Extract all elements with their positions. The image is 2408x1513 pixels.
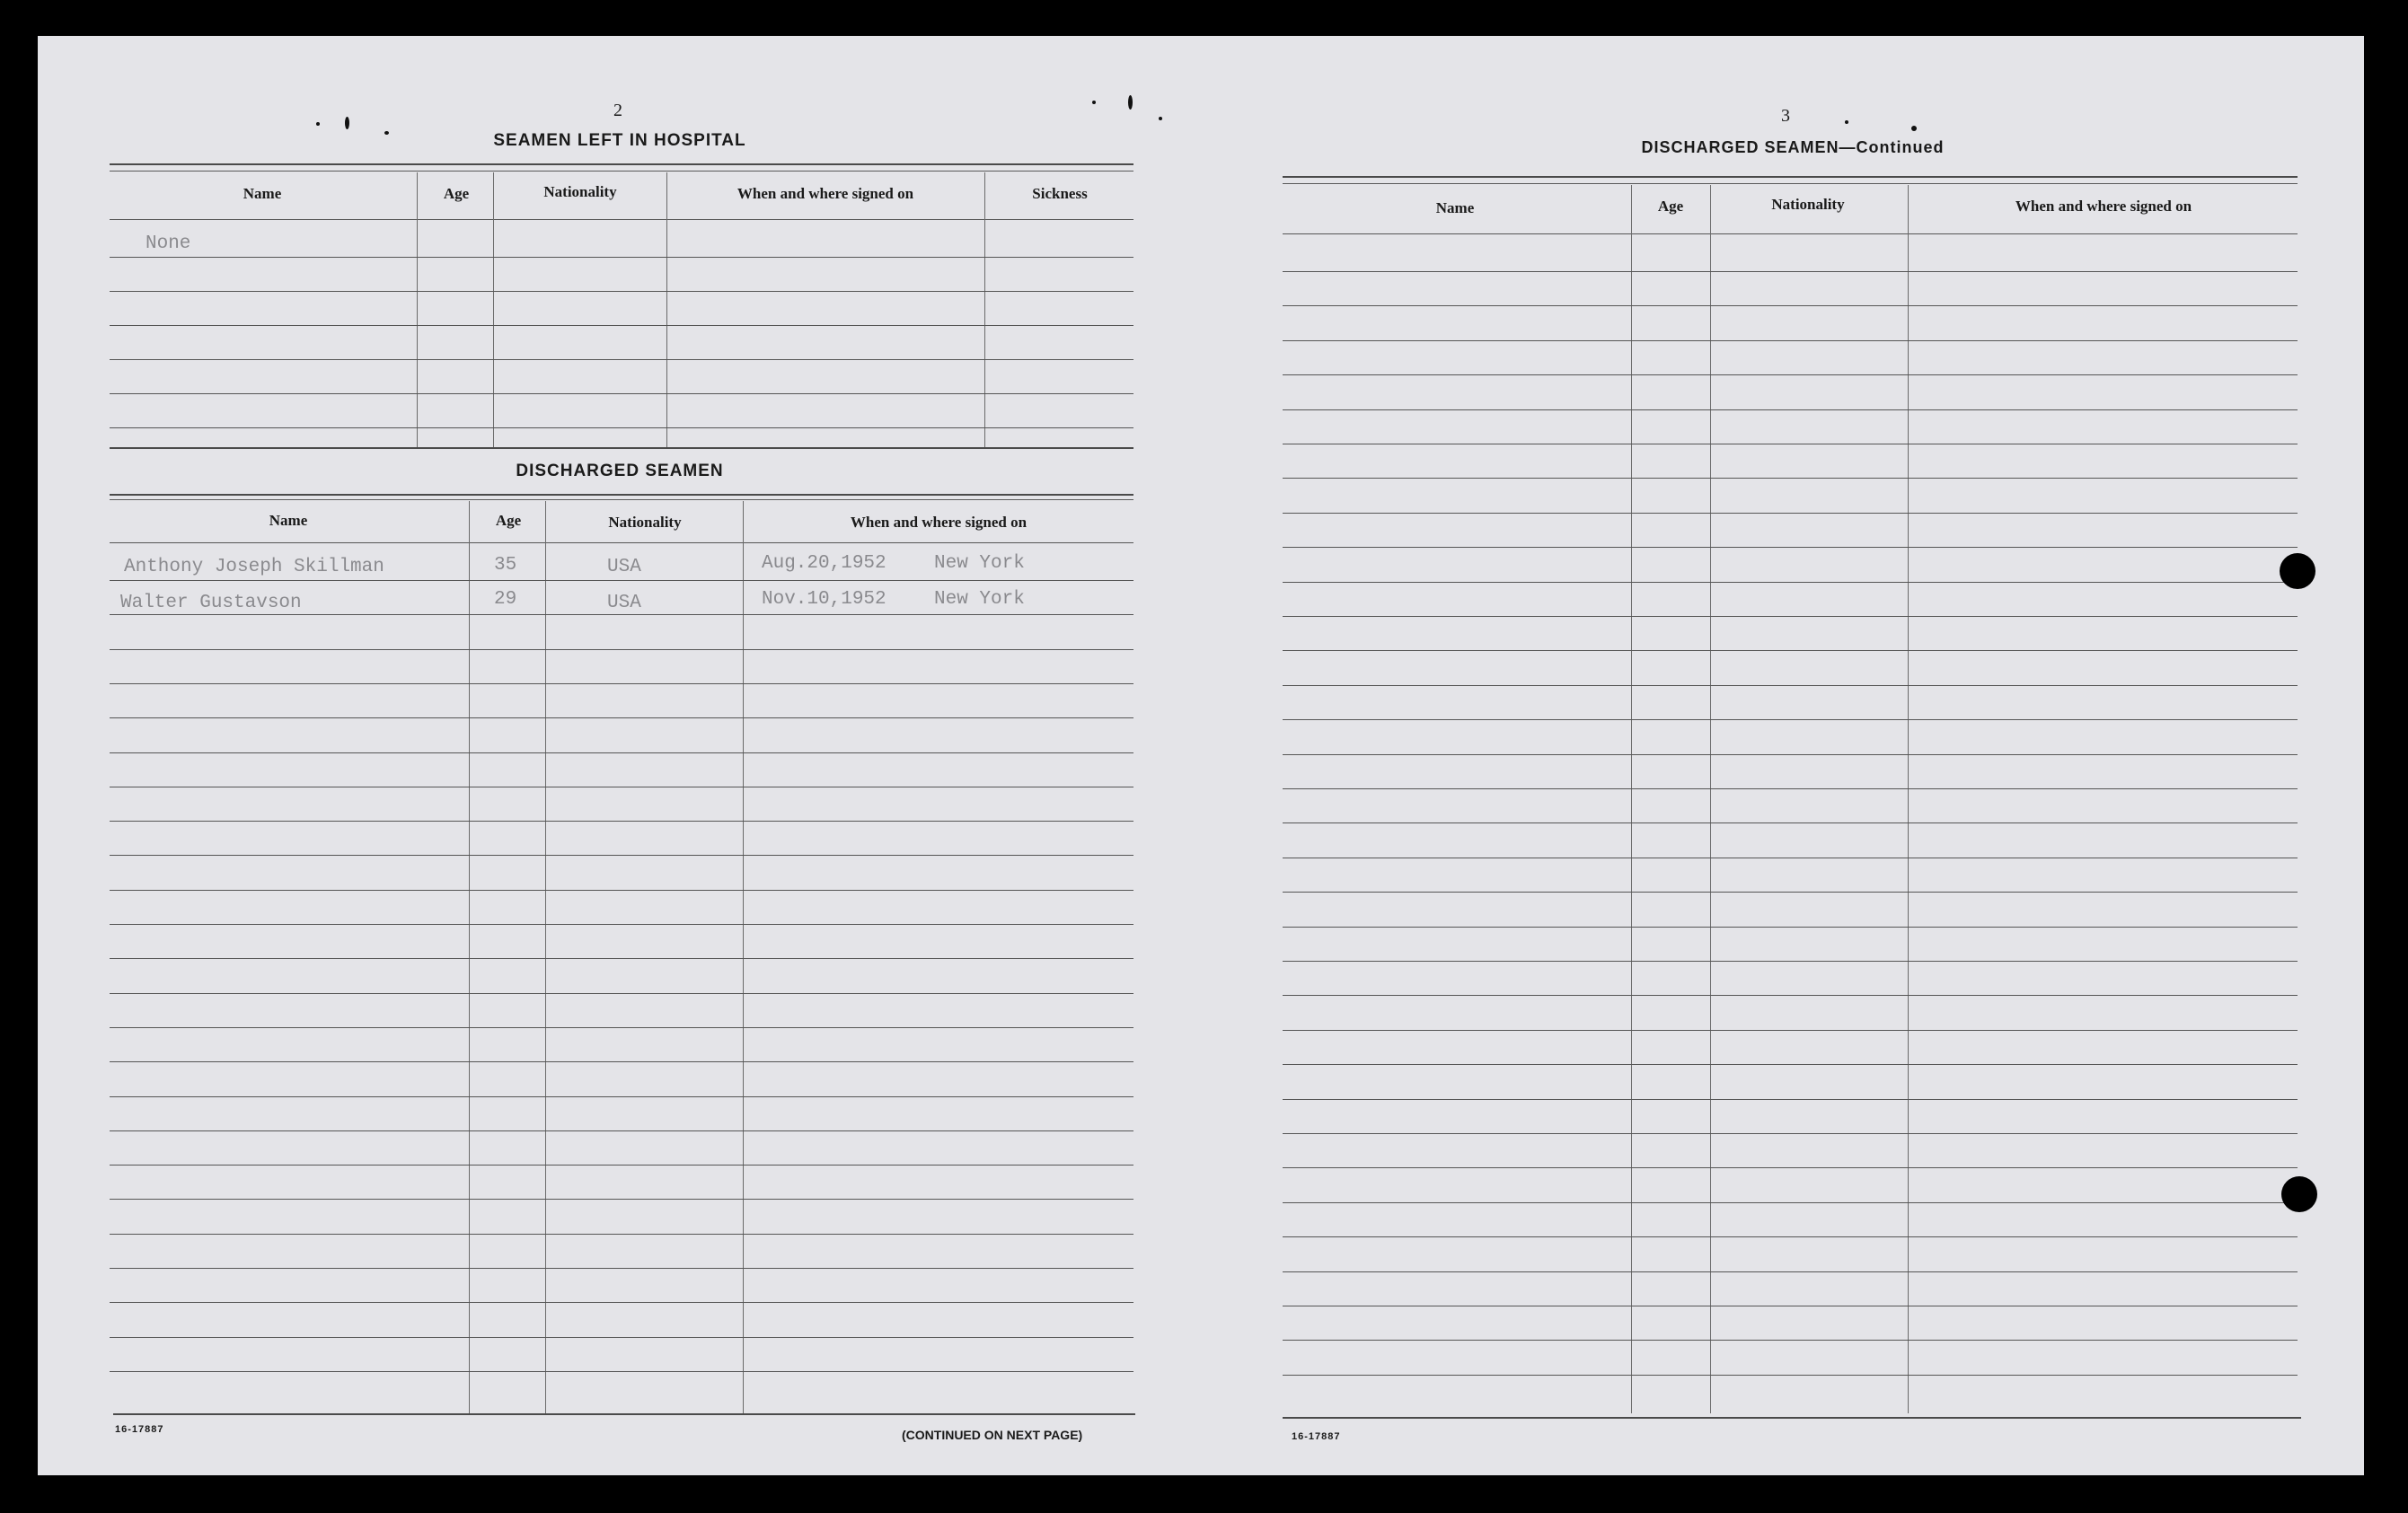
ruled-line	[110, 821, 1133, 822]
ruled-line	[110, 855, 1133, 856]
ruled-line	[110, 752, 1133, 753]
discharged-col-divider	[743, 501, 744, 1413]
ruled-line	[1283, 754, 2298, 755]
right-col-divider	[1710, 185, 1711, 1413]
document-sheet	[38, 36, 2364, 1475]
hospital-bottom-rule	[110, 447, 1133, 449]
ruled-line	[110, 291, 1133, 292]
discharged-top-rule	[110, 494, 1133, 496]
ink-speck	[1092, 101, 1096, 104]
right-header-age: Age	[1657, 198, 1684, 215]
hospital-col-divider	[493, 172, 494, 447]
ruled-line	[110, 1302, 1133, 1303]
seaman-1-nationality: USA	[607, 557, 641, 577]
ruled-line	[1283, 1064, 2298, 1065]
ruled-line	[1283, 1167, 2298, 1168]
seaman-2-date: Nov.10,1952	[762, 589, 886, 610]
ruled-line	[1283, 1030, 2298, 1031]
hospital-header-underline	[110, 219, 1133, 220]
ruled-line	[1283, 1202, 2298, 1203]
binder-hole	[2280, 553, 2315, 589]
ruled-line	[1283, 1375, 2298, 1376]
right-header-signed-on: When and where signed on	[2015, 198, 2192, 215]
ruled-line	[110, 1096, 1133, 1097]
ruled-line	[1283, 685, 2298, 686]
ruled-line	[1283, 927, 2298, 928]
continued-note: (CONTINUED ON NEXT PAGE)	[902, 1428, 1083, 1442]
ruled-line	[1283, 719, 2298, 720]
ink-speck	[1911, 126, 1917, 131]
right-section-title: DISCHARGED SEAMEN—Continued	[1641, 138, 1945, 156]
seaman-2-place: New York	[934, 589, 1025, 610]
hospital-col-divider	[666, 172, 667, 447]
hospital-header-name: Name	[243, 185, 282, 202]
discharged-header-signed-on: When and where signed on	[850, 514, 1028, 531]
hospital-top-rule-2	[110, 171, 1133, 172]
seaman-2-name: Walter Gustavson	[120, 593, 302, 613]
discharged-col-divider	[545, 501, 546, 1413]
seaman-2-nationality: USA	[607, 593, 641, 613]
hospital-header-sickness: Sickness	[1032, 185, 1088, 202]
discharged-header-nationality: Nationality	[608, 514, 682, 531]
ruled-line	[1283, 513, 2298, 514]
right-top-rule	[1283, 176, 2298, 178]
seaman-1-place: New York	[934, 553, 1025, 574]
ruled-line	[110, 1371, 1133, 1372]
ruled-line	[1283, 822, 2298, 823]
hospital-section-title: SEAMEN LEFT IN HOSPITAL	[493, 131, 746, 150]
ruled-line	[110, 1061, 1133, 1062]
seaman-1-age: 35	[494, 555, 517, 576]
ruled-line	[1283, 271, 2298, 272]
seaman-1-name: Anthony Joseph Skillman	[124, 557, 384, 577]
hospital-entry-none: None	[146, 233, 191, 254]
ruled-line	[110, 890, 1133, 891]
ruled-line	[110, 427, 1133, 428]
ruled-line	[110, 393, 1133, 394]
ruled-line	[110, 580, 1133, 581]
right-form-code: 16-17887	[1292, 1431, 1341, 1442]
ruled-line	[1283, 478, 2298, 479]
discharged-header-underline	[110, 542, 1133, 543]
ruled-line	[110, 1234, 1133, 1235]
ruled-line	[1283, 961, 2298, 962]
ruled-line	[110, 1027, 1133, 1028]
discharged-col-divider	[469, 501, 470, 1413]
ruled-line	[110, 1268, 1133, 1269]
seaman-1-date: Aug.20,1952	[762, 553, 886, 574]
hospital-col-divider	[984, 172, 985, 447]
ruled-line	[1283, 374, 2298, 375]
ruled-line	[110, 993, 1133, 994]
right-col-divider	[1908, 185, 1909, 1413]
right-bottom-rule	[1283, 1417, 2301, 1419]
ink-speck	[345, 117, 349, 129]
seaman-2-age: 29	[494, 589, 517, 610]
hospital-col-divider	[417, 172, 418, 447]
left-page-number: 2	[613, 101, 622, 120]
binder-hole	[2281, 1176, 2317, 1212]
ink-speck	[384, 131, 389, 135]
hospital-top-rule	[110, 163, 1133, 165]
ruled-line	[110, 1199, 1133, 1200]
discharged-section-title: DISCHARGED SEAMEN	[516, 462, 724, 480]
discharged-header-name: Name	[269, 512, 308, 529]
right-header-underline	[1283, 233, 2298, 234]
ruled-line	[1283, 1099, 2298, 1100]
ruled-line	[110, 1130, 1133, 1131]
discharged-bottom-rule	[113, 1413, 1135, 1415]
ruled-line	[1283, 788, 2298, 789]
right-top-rule-2	[1283, 183, 2298, 184]
ruled-line	[1283, 1340, 2298, 1341]
ruled-line	[110, 717, 1133, 718]
right-header-name: Name	[1435, 199, 1475, 216]
ruled-line	[1283, 1271, 2298, 1272]
ruled-line	[1283, 1236, 2298, 1237]
ruled-line	[1283, 582, 2298, 583]
ruled-line	[110, 257, 1133, 258]
left-form-code: 16-17887	[115, 1424, 164, 1435]
ruled-line	[110, 359, 1133, 360]
ruled-line	[110, 325, 1133, 326]
ruled-line	[1283, 995, 2298, 996]
ink-speck	[1845, 120, 1848, 124]
ruled-line	[1283, 892, 2298, 893]
ruled-line	[1283, 305, 2298, 306]
ruled-line	[1283, 616, 2298, 617]
right-header-nationality: Nationality	[1771, 196, 1845, 213]
right-page-number: 3	[1781, 106, 1790, 126]
ink-speck	[1159, 117, 1162, 120]
ruled-line	[110, 1165, 1133, 1166]
ruled-line	[1283, 1133, 2298, 1134]
ink-speck	[316, 122, 320, 126]
ruled-line	[1283, 409, 2298, 410]
ruled-line	[110, 614, 1133, 615]
ruled-line	[110, 683, 1133, 684]
ruled-line	[110, 924, 1133, 925]
ruled-line	[1283, 547, 2298, 548]
ruled-line	[1283, 340, 2298, 341]
ink-speck	[1128, 95, 1133, 110]
discharged-header-age: Age	[495, 512, 522, 529]
hospital-header-nationality: Nationality	[543, 183, 617, 200]
ruled-line	[110, 958, 1133, 959]
hospital-header-signed-on: When and where signed on	[737, 185, 914, 202]
ruled-line	[110, 1337, 1133, 1338]
ruled-line	[1283, 650, 2298, 651]
ruled-line	[110, 649, 1133, 650]
discharged-top-rule-2	[110, 499, 1133, 500]
hospital-header-age: Age	[443, 185, 470, 202]
right-col-divider	[1631, 185, 1632, 1413]
